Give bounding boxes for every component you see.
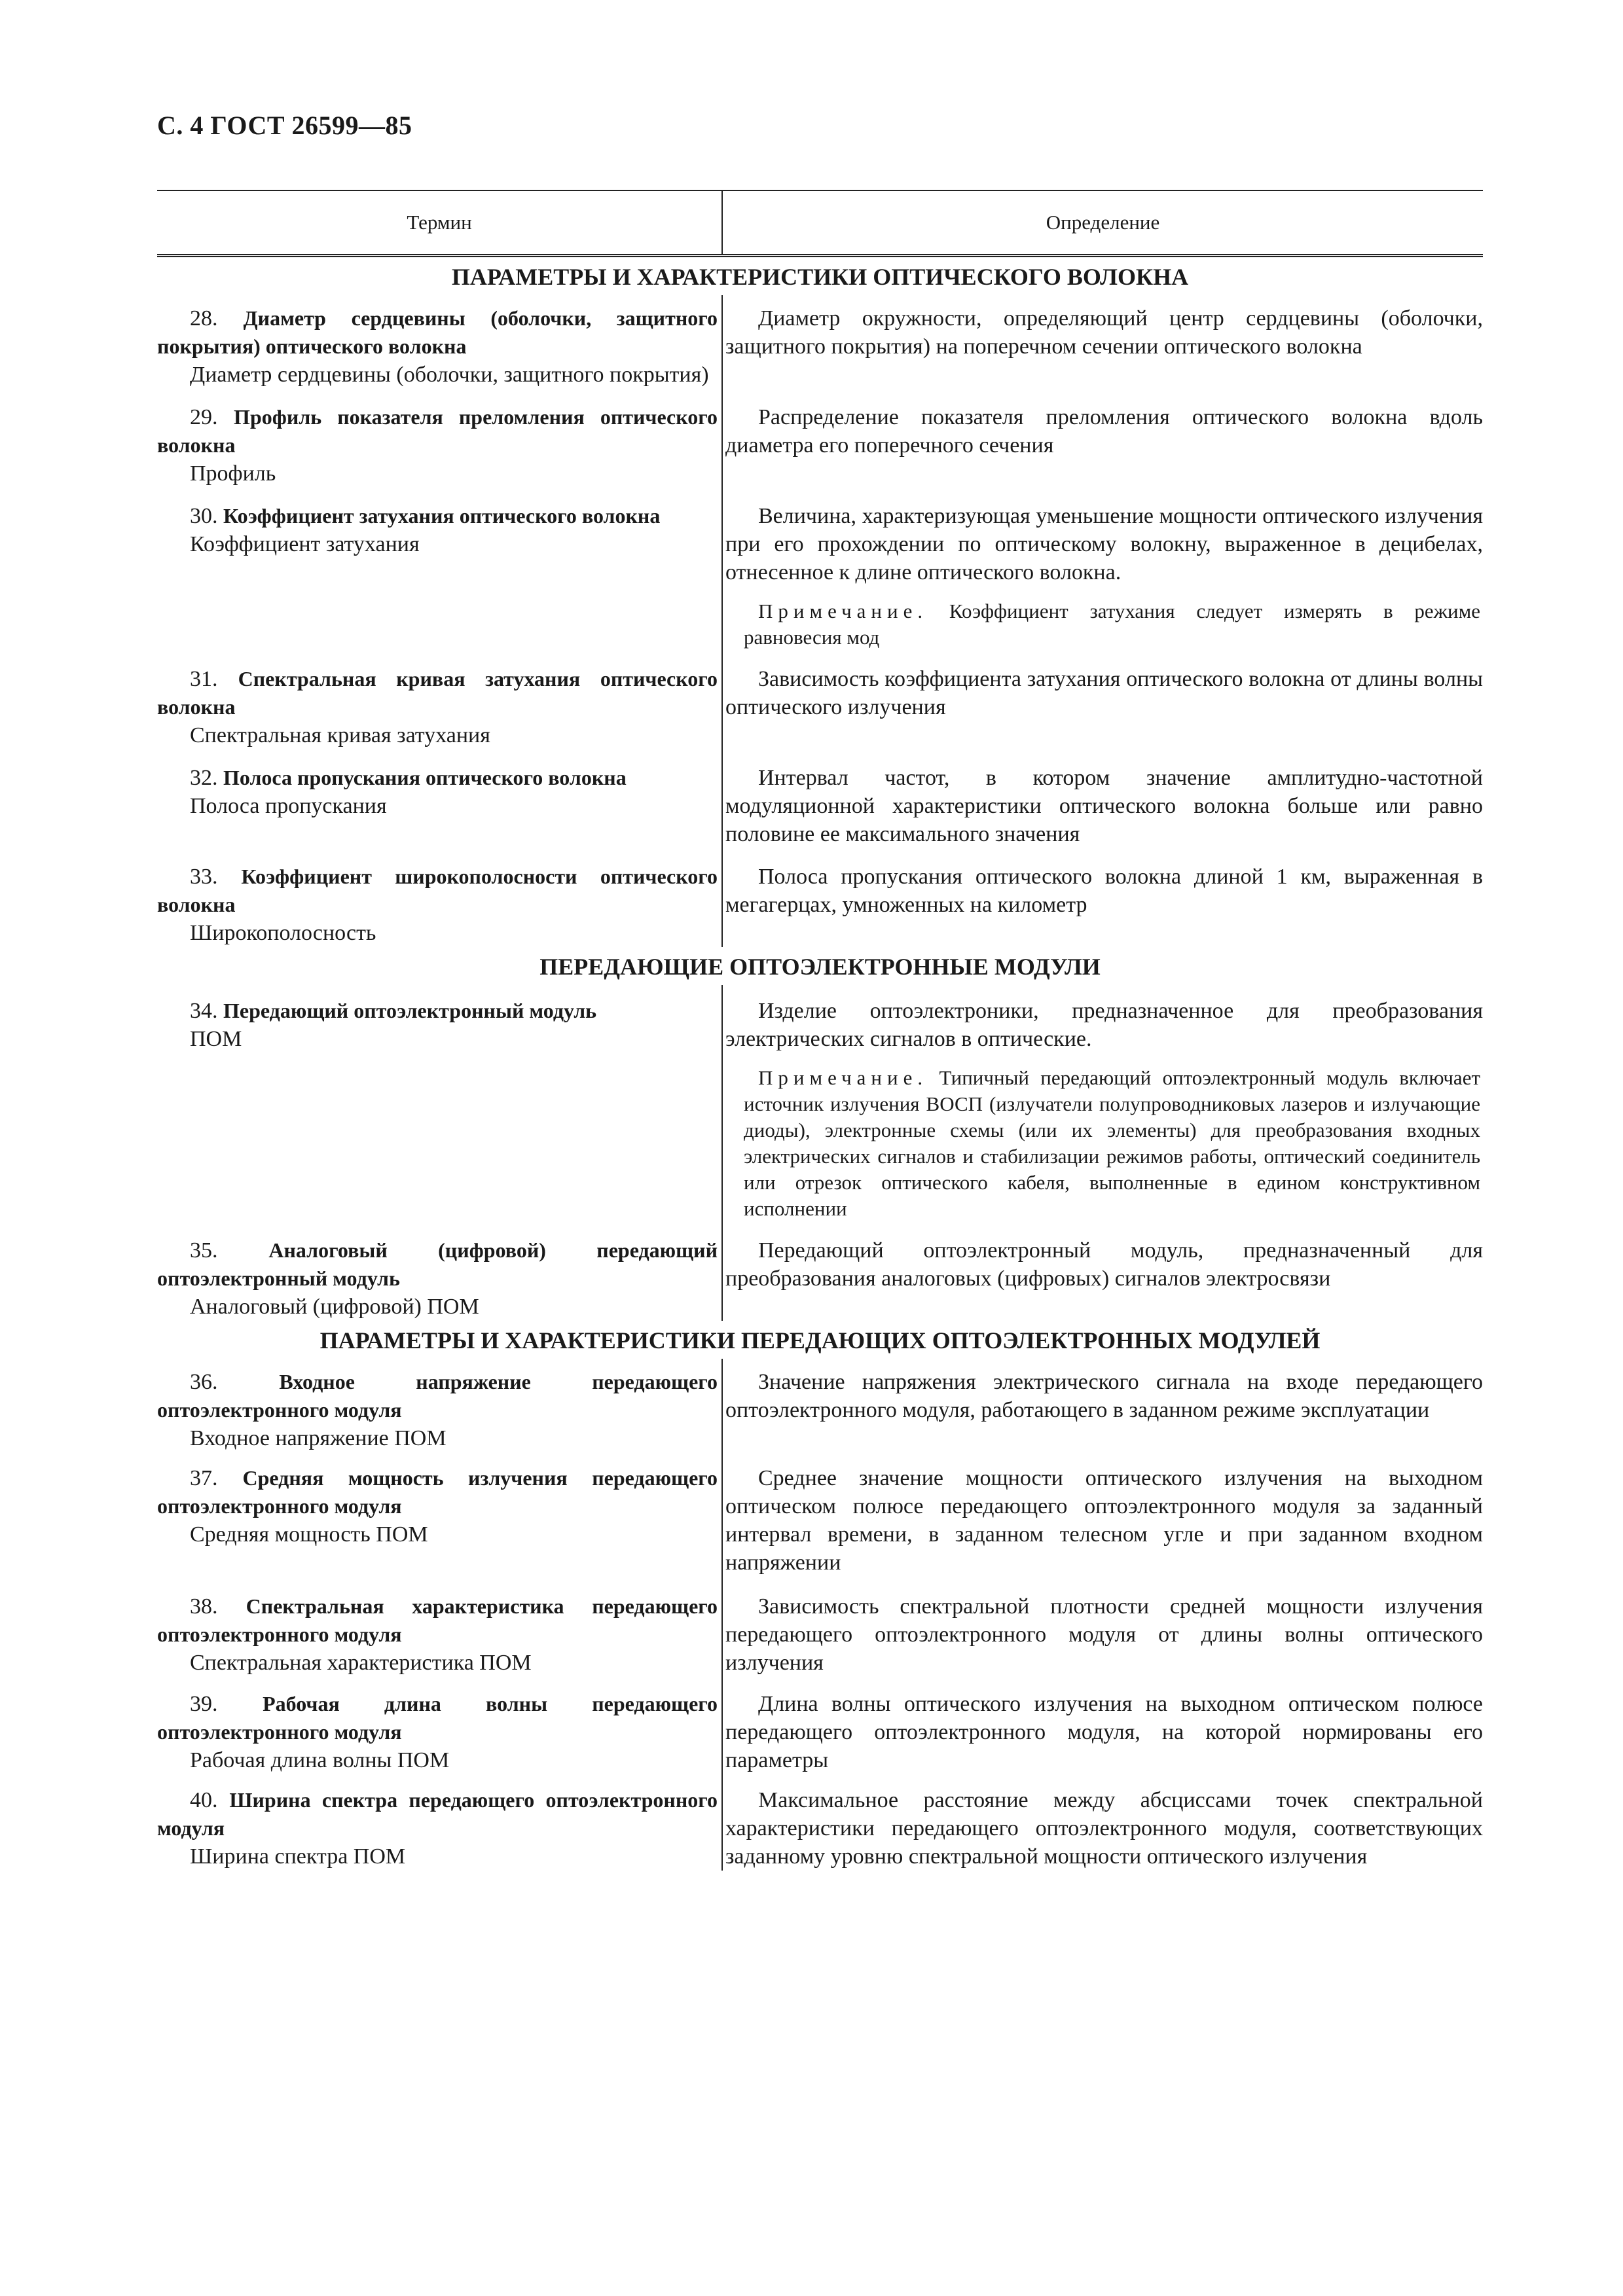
term-number: 37. — [190, 1466, 218, 1490]
note-label: Примечание. — [758, 600, 928, 622]
section-heading: ПАРАМЕТРЫ И ХАРАКТЕРИСТИКИ ПЕРЕДАЮЩИХ ОПТОЭЛЕКТРОННЫХ МОДУЛЕЙ — [157, 1321, 1483, 1359]
term-cell — [157, 1786, 721, 1871]
term-cell — [157, 502, 721, 651]
term-cell — [157, 997, 721, 1222]
term-name: Спектральная кривая затухания оптического волокна — [157, 667, 718, 719]
definition-note — [725, 598, 1483, 651]
term-name: Спектральная характеристика передающего оптоэлектронного модуля — [157, 1594, 718, 1646]
term-row — [157, 304, 1483, 389]
term-main — [157, 1368, 718, 1424]
term-cell — [157, 1236, 721, 1321]
page-header: С. 4 ГОСТ 26599—85 — [157, 111, 412, 140]
term-cell — [157, 1464, 721, 1577]
terms-table — [157, 190, 1483, 1871]
definition-text: Длина волны оптического излучения на выходном оптическом полюсе передающего оптоэлектронного модуля, на которой нормированы его параметры — [725, 1692, 1483, 1772]
term-short-form: Широкополосность — [190, 921, 376, 945]
term-main — [157, 863, 718, 919]
term-short-form: Входное напряжение ПОМ — [190, 1426, 447, 1450]
definition-cell — [721, 502, 1483, 651]
term-row — [157, 1592, 1483, 1677]
term-short-form: Спектральная характеристика ПОМ — [190, 1651, 532, 1675]
term-short-form: Средняя мощность ПОМ — [190, 1522, 428, 1547]
term-row — [157, 1464, 1483, 1577]
term-main — [157, 1464, 718, 1520]
term-short-form: Спектральная кривая затухания — [190, 723, 490, 747]
section-heading: ПЕРЕДАЮЩИЕ ОПТОЭЛЕКТРОННЫЕ МОДУЛИ — [157, 947, 1483, 985]
definition-cell — [721, 1690, 1483, 1774]
definition-text: Изделие оптоэлектроники, предназначенное для преобразования электрических сигналов в оптические. — [725, 999, 1483, 1051]
term-name: Входное напряжение передающего оптоэлектронного модуля — [157, 1370, 718, 1422]
term-name: Коэффициент затухания оптического волокна — [223, 504, 661, 528]
definition-cell — [721, 863, 1483, 947]
definition-text: Диаметр окружности, определяющий центр сердцевины (оболочки, защитного покрытия) на поперечном сечении оптического волокна — [725, 306, 1483, 359]
term-number: 32. — [190, 766, 218, 790]
term-name: Коэффициент широкополосности оптического волокна — [157, 865, 718, 916]
definition-cell — [721, 1592, 1483, 1677]
term-short-form: Профиль — [190, 461, 276, 486]
term-main — [157, 665, 718, 721]
note-label: Примечание. — [758, 1066, 928, 1089]
definition-note — [725, 1065, 1483, 1222]
term-short-form: Диаметр сердцевины (оболочки, защитного покрытия) — [190, 363, 709, 387]
term-main — [157, 997, 718, 1025]
term-row — [157, 1368, 1483, 1452]
term-number: 35. — [190, 1238, 218, 1263]
definition-text: Передающий оптоэлектронный модуль, предназначенный для преобразования аналоговых (цифровых) сигналов электросвязи — [725, 1238, 1483, 1291]
term-row — [157, 403, 1483, 488]
term-name: Рабочая длина волны передающего оптоэлектронного модуля — [157, 1692, 718, 1744]
term-main — [157, 1592, 718, 1649]
term-short-form: Коэффициент затухания — [190, 532, 420, 556]
term-main — [157, 502, 718, 530]
definition-cell — [721, 764, 1483, 848]
term-name: Полоса пропускания оптического волокна — [223, 766, 627, 789]
term-main — [157, 1786, 718, 1842]
term-cell — [157, 1690, 721, 1774]
term-short-form: ПОМ — [190, 1027, 242, 1051]
term-row — [157, 997, 1483, 1222]
term-number: 39. — [190, 1692, 218, 1716]
definition-text: Зависимость коэффициента затухания оптического волокна от длины волны оптического излучения — [725, 667, 1483, 719]
term-name: Ширина спектра передающего оптоэлектронного модуля — [157, 1788, 718, 1840]
term-row — [157, 1690, 1483, 1774]
column-header-term: Термин — [407, 211, 472, 234]
definition-text: Среднее значение мощности оптического излучения на выходном оптическом полюсе передающего оптоэлектронного модуля за заданный интервал времени, в заданном телесном угле и при заданном входном напряжении — [725, 1466, 1483, 1575]
term-row — [157, 502, 1483, 651]
term-cell — [157, 863, 721, 947]
term-short-form: Аналоговый (цифровой) ПОМ — [190, 1295, 479, 1319]
definition-cell — [721, 1464, 1483, 1577]
term-name: Профиль показателя преломления оптического волокна — [157, 405, 718, 457]
section-heading: ПАРАМЕТРЫ И ХАРАКТЕРИСТИКИ ОПТИЧЕСКОГО ВОЛОКНА — [157, 257, 1483, 295]
term-main — [157, 403, 718, 459]
term-row — [157, 764, 1483, 848]
definition-cell — [721, 665, 1483, 749]
term-name: Диаметр сердцевины (оболочки, защитного покрытия) оптического волокна — [157, 306, 718, 358]
definition-text: Распределение показателя преломления оптического волокна вдоль диаметра его поперечного сечения — [725, 405, 1483, 457]
definition-cell — [721, 1786, 1483, 1871]
table-body — [157, 257, 1483, 1871]
term-cell — [157, 665, 721, 749]
definition-cell — [721, 997, 1483, 1222]
term-name: Передающий оптоэлектронный модуль — [223, 999, 597, 1022]
definition-text: Интервал частот, в котором значение амплитудно-частотной модуляционной характеристики оптического волокна больше или равно половине ее максимального значения — [725, 766, 1483, 846]
definition-text: Значение напряжения электрического сигнала на входе передающего оптоэлектронного модуля, работающего в заданном режиме эксплуатации — [725, 1370, 1483, 1422]
definition-text: Полоса пропускания оптического волокна длиной 1 км, выраженная в мегагерцах, умноженных на километр — [725, 865, 1483, 917]
term-number: 30. — [190, 504, 218, 528]
term-short-form: Полоса пропускания — [190, 794, 387, 818]
term-cell — [157, 1368, 721, 1452]
term-short-form: Ширина спектра ПОМ — [190, 1844, 406, 1869]
term-name: Аналоговый (цифровой) передающий оптоэлектронный модуль — [157, 1238, 718, 1290]
note-text: Коэффициент затухания следует измерять в режиме равновесия мод — [744, 600, 1481, 649]
term-number: 34. — [190, 999, 218, 1023]
term-main — [157, 764, 718, 792]
term-number: 40. — [190, 1788, 218, 1812]
definition-text: Зависимость спектральной плотности средней мощности излучения передающего оптоэлектронного модуля от длины волны оптического излучения — [725, 1594, 1483, 1675]
term-number: 33. — [190, 865, 218, 889]
term-number: 31. — [190, 667, 218, 691]
term-main — [157, 1236, 718, 1293]
column-header-definition: Определение — [721, 191, 1483, 254]
table-column-headers — [157, 191, 1483, 257]
definition-text: Максимальное расстояние между абсциссами точек спектральной характеристики передающего оптоэлектронного модуля, соответствующих заданному уровню спектральной мощности оптического излучения — [725, 1788, 1483, 1869]
definition-cell — [721, 1236, 1483, 1321]
term-cell — [157, 403, 721, 488]
term-main — [157, 1690, 718, 1746]
term-cell — [157, 1592, 721, 1677]
term-name: Средняя мощность излучения передающего оптоэлектронного модуля — [157, 1466, 718, 1518]
term-number: 29. — [190, 405, 218, 429]
term-row — [157, 1786, 1483, 1871]
note-text: Типичный передающий оптоэлектронный модуль включает источник излучения ВОСП (излучатели полупроводниковых лазеров и излучающие диоды), электронные схемы (или их элементы) для преобразования входных электрических сигналов и стабилизации режимов работы, оптический соединитель или отрезок оптического кабеля, выполненные в едином конструктивном исполнении — [744, 1066, 1481, 1220]
definition-cell — [721, 304, 1483, 389]
definition-cell — [721, 403, 1483, 488]
term-main — [157, 304, 718, 361]
term-row — [157, 1236, 1483, 1321]
term-number: 38. — [190, 1594, 218, 1619]
term-row — [157, 863, 1483, 947]
term-cell — [157, 764, 721, 848]
term-row — [157, 665, 1483, 749]
definition-cell — [721, 1368, 1483, 1452]
term-number: 28. — [190, 306, 218, 331]
term-short-form: Рабочая длина волны ПОМ — [190, 1748, 450, 1772]
definition-text: Величина, характеризующая уменьшение мощности оптического излучения при его прохождении по оптическому волокну, выраженное в децибелах, отнесенное к длине оптического волокна. — [725, 504, 1483, 584]
term-cell — [157, 304, 721, 389]
term-number: 36. — [190, 1370, 218, 1394]
